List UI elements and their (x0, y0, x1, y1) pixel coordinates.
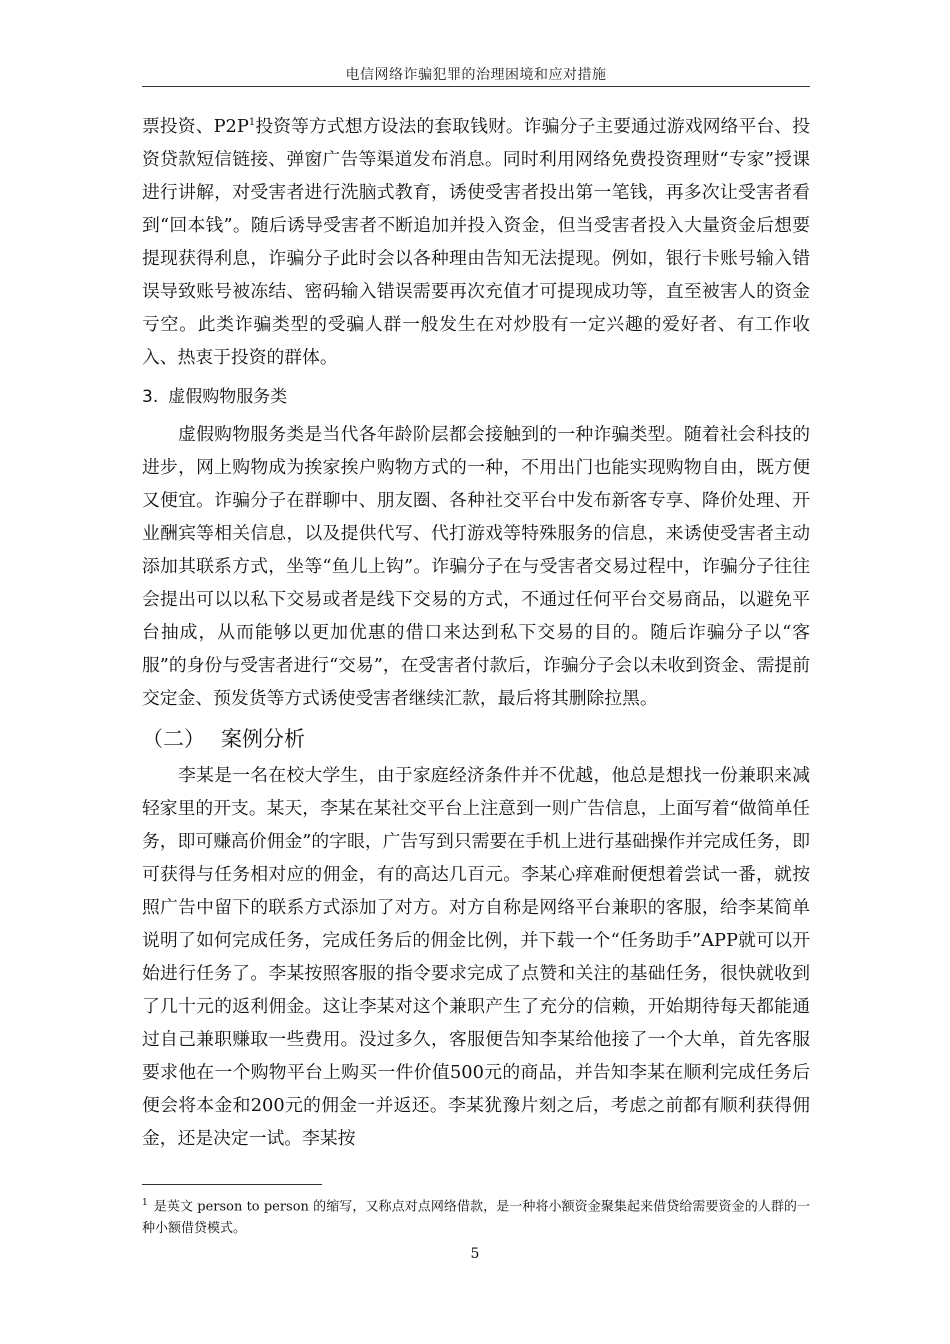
footnote-reference[interactable]: 1 (248, 117, 256, 129)
footnote (142, 1192, 810, 1240)
paragraph-shopping-fraud: 虚假购物服务类是当代各年龄阶层都会接触到的一种诈骗类型。随着社会科技的进步，网上购物成为挨家挨户购物方式的一种，不用出门也能实现购物自由，既方便又便宜。诈骗分子在群聊中、朋友圈、各种社交平台中发布新客专享、降价处理、开业酬宾等相关信息，以及提供代写、代打游戏等特殊服务的信息，来诱使受害者主动添加其联系方式，坐等“鱼儿上钩”。诈骗分子在与受害者交易过程中，诈骗分子往往会提出可以以私下交易或者是线下交易的方式，不通过任何平台交易商品，以避免平台抽成，从而能够以更加优惠的借口来达到私下交易的目的。随后诈骗分子以“客服”的身份与受害者进行“交易”，在受害者付款后，诈骗分子会以未收到资金、需提前交定金、预发货等方式诱使受害者继续汇款，最后将其删除拉黑。 (142, 424, 810, 709)
page-number: 5 (470, 1246, 480, 1262)
footnote-text: 是英文 person to person 的缩写，又称点对点网络借款，是一种将小额资金聚集起来借贷给需要资金的人群的一种小额借贷模式。 (142, 1199, 810, 1237)
subsection-number: 3. (142, 387, 159, 407)
paragraph-lead: 票投资、P2P (142, 116, 249, 137)
subsection-heading (142, 384, 810, 410)
section-title: 案例分析 (221, 727, 305, 751)
footnote-mark: 1 (142, 1198, 148, 1208)
paragraph-rest: 投资等方式想方设法的套取钱财。诈骗分子主要通过游戏网络平台、投资贷款短信链接、弹窗广告等渠道发布消息。同时利用网络免费投资理财“专家”授课进行讲解，对受害者进行洗脑式教育，诱使受害者投出第一笔钱，再多次让受害者看到“回本钱”。随后诱导受害者不断追加并投入资金，但当受害者投入大量资金后想要提现获得利息，诈骗分子此时会以各种理由告知无法提现。例如，银行卡账号输入错误导致账号被冻结、密码输入错误需要再次充值才可提现成功等，直至被害人的资金亏空。此类诈骗类型的受骗人群一般发生在对炒股有一定兴趣的爱好者、有工作收入、热衷于投资的群体。 (142, 116, 810, 368)
body-text (142, 110, 810, 1155)
running-header: 电信网络诈骗犯罪的治理困境和应对措施 (345, 67, 607, 83)
header-rule (142, 86, 810, 87)
footnote-rule (142, 1184, 322, 1185)
section-number: （二） (142, 727, 205, 751)
paragraph-investment-fraud (142, 110, 810, 374)
paragraph-case-analysis: 李某是一名在校大学生，由于家庭经济条件并不优越，他总是想找一份兼职来减轻家里的开支。某天，李某在某社交平台上注意到一则广告信息，上面写着“做简单任务，即可赚高价佣金”的字眼，广告写到只需要在手机上进行基础操作并完成任务，即可获得与任务相对应的佣金，有的高达几百元。李某心痒难耐便想着尝试一番，就按照广告中留下的联系方式添加了对方。对方自称是网络平台兼职的客服，给李某简单说明了如何完成任务，完成任务后的佣金比例，并下载一个“任务助手”APP就可以开始进行任务了。李某按照客服的指令要求完成了点赞和关注的基础任务，很快就收到了几十元的返利佣金。这让李某对这个兼职产生了充分的信赖，开始期待每天都能通过自己兼职赚取一些费用。没过多久，客服便告知李某给他接了一个大单，首先客服要求他在一个购物平台上购买一件价值500元的商品，并告知李某在顺利完成任务后便会将本金和200元的佣金一并返还。李某犹豫片刻之后，考虑之前都有顺利获得佣金，还是决定一试。李某按 (142, 765, 810, 1149)
section-heading (142, 723, 810, 755)
subsection-title: 虚假购物服务类 (168, 387, 288, 407)
